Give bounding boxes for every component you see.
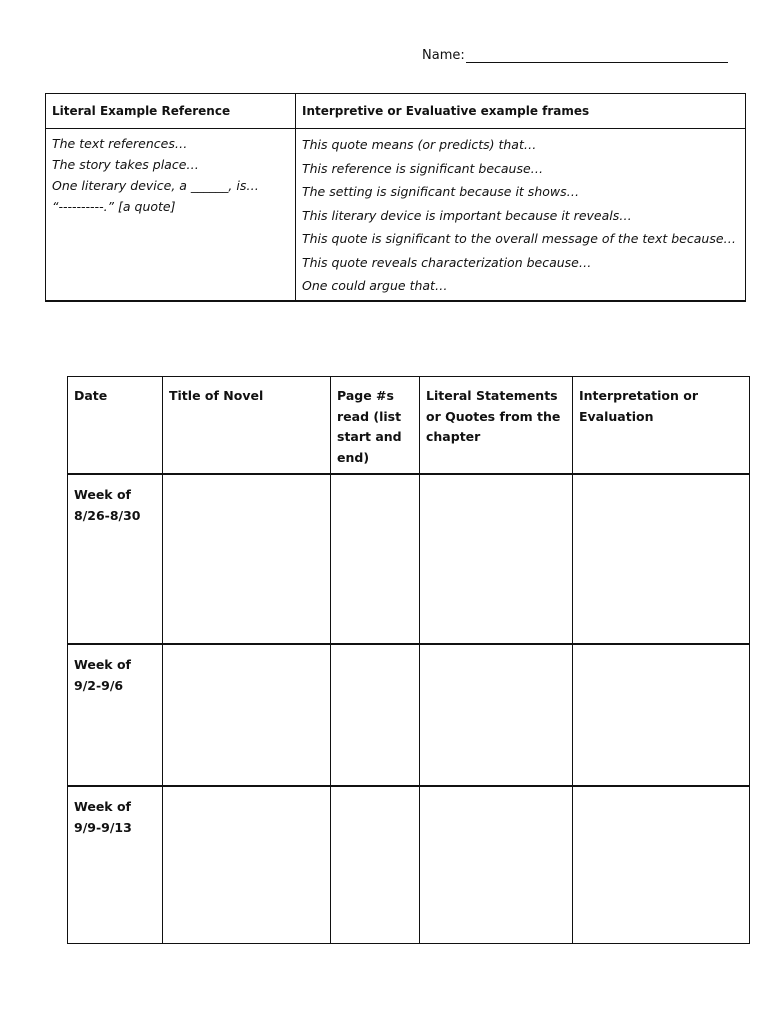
example-frames-table bbox=[45, 93, 746, 302]
interpretive-frame: This quote means (or predicts) that… bbox=[302, 137, 537, 152]
reading-log-table bbox=[67, 376, 750, 944]
frames-header-row bbox=[46, 94, 746, 129]
log-header-row bbox=[68, 377, 750, 475]
interpretive-frame: The setting is significant because it shows… bbox=[302, 184, 580, 199]
table-row bbox=[68, 786, 750, 944]
interpretation-header: Interpretation or Evaluation bbox=[573, 377, 750, 475]
literal-statements-cell[interactable] bbox=[420, 474, 573, 644]
frames-body-row bbox=[46, 129, 746, 301]
week-date-cell: Week of 8/26-8/30 bbox=[68, 474, 163, 644]
interpretive-frame: This literary device is important because it reveals… bbox=[302, 207, 632, 223]
literal-cell bbox=[46, 129, 296, 301]
literal-statements-header: Literal Statements or Quotes from the chapter bbox=[420, 377, 573, 475]
literal-frame: One literary device, a ______, is… bbox=[52, 178, 259, 193]
name-blank-line[interactable] bbox=[466, 48, 728, 63]
date-header: Date bbox=[68, 377, 163, 475]
title-cell[interactable] bbox=[163, 786, 331, 944]
title-cell[interactable] bbox=[163, 474, 331, 644]
week-date-cell: Week of 9/9-9/13 bbox=[68, 786, 163, 944]
name-label: Name: bbox=[422, 48, 465, 63]
literal-frame: The text references… bbox=[52, 136, 188, 151]
interpretive-frame: This reference is significant because… bbox=[302, 160, 544, 176]
interpretation-cell[interactable] bbox=[573, 644, 750, 786]
literal-header: Literal Example Reference bbox=[46, 94, 296, 129]
table-row bbox=[68, 474, 750, 644]
table-row bbox=[68, 644, 750, 786]
interpretive-frame: This quote reveals characterization because… bbox=[302, 254, 592, 270]
pages-cell[interactable] bbox=[331, 644, 420, 786]
literal-statements-cell[interactable] bbox=[420, 786, 573, 944]
pages-cell[interactable] bbox=[331, 786, 420, 944]
interpretive-header: Interpretive or Evaluative example frames bbox=[296, 94, 746, 129]
title-cell[interactable] bbox=[163, 644, 331, 786]
title-header: Title of Novel bbox=[163, 377, 331, 475]
literal-frame: “----------.” [a quote] bbox=[52, 199, 176, 214]
literal-frame: The story takes place… bbox=[52, 157, 199, 172]
interpretive-cell bbox=[296, 129, 746, 301]
interpretation-cell[interactable] bbox=[573, 474, 750, 644]
week-date-cell: Week of 9/2-9/6 bbox=[68, 644, 163, 786]
interpretive-frame: This quote is significant to the overall message of the text because… bbox=[302, 231, 737, 246]
pages-cell[interactable] bbox=[331, 474, 420, 644]
interpretive-frame: One could argue that… bbox=[302, 278, 448, 293]
pages-header: Page #s read (list start and end) bbox=[331, 377, 420, 475]
literal-statements-cell[interactable] bbox=[420, 644, 573, 786]
interpretation-cell[interactable] bbox=[573, 786, 750, 944]
name-field[interactable] bbox=[422, 48, 728, 63]
